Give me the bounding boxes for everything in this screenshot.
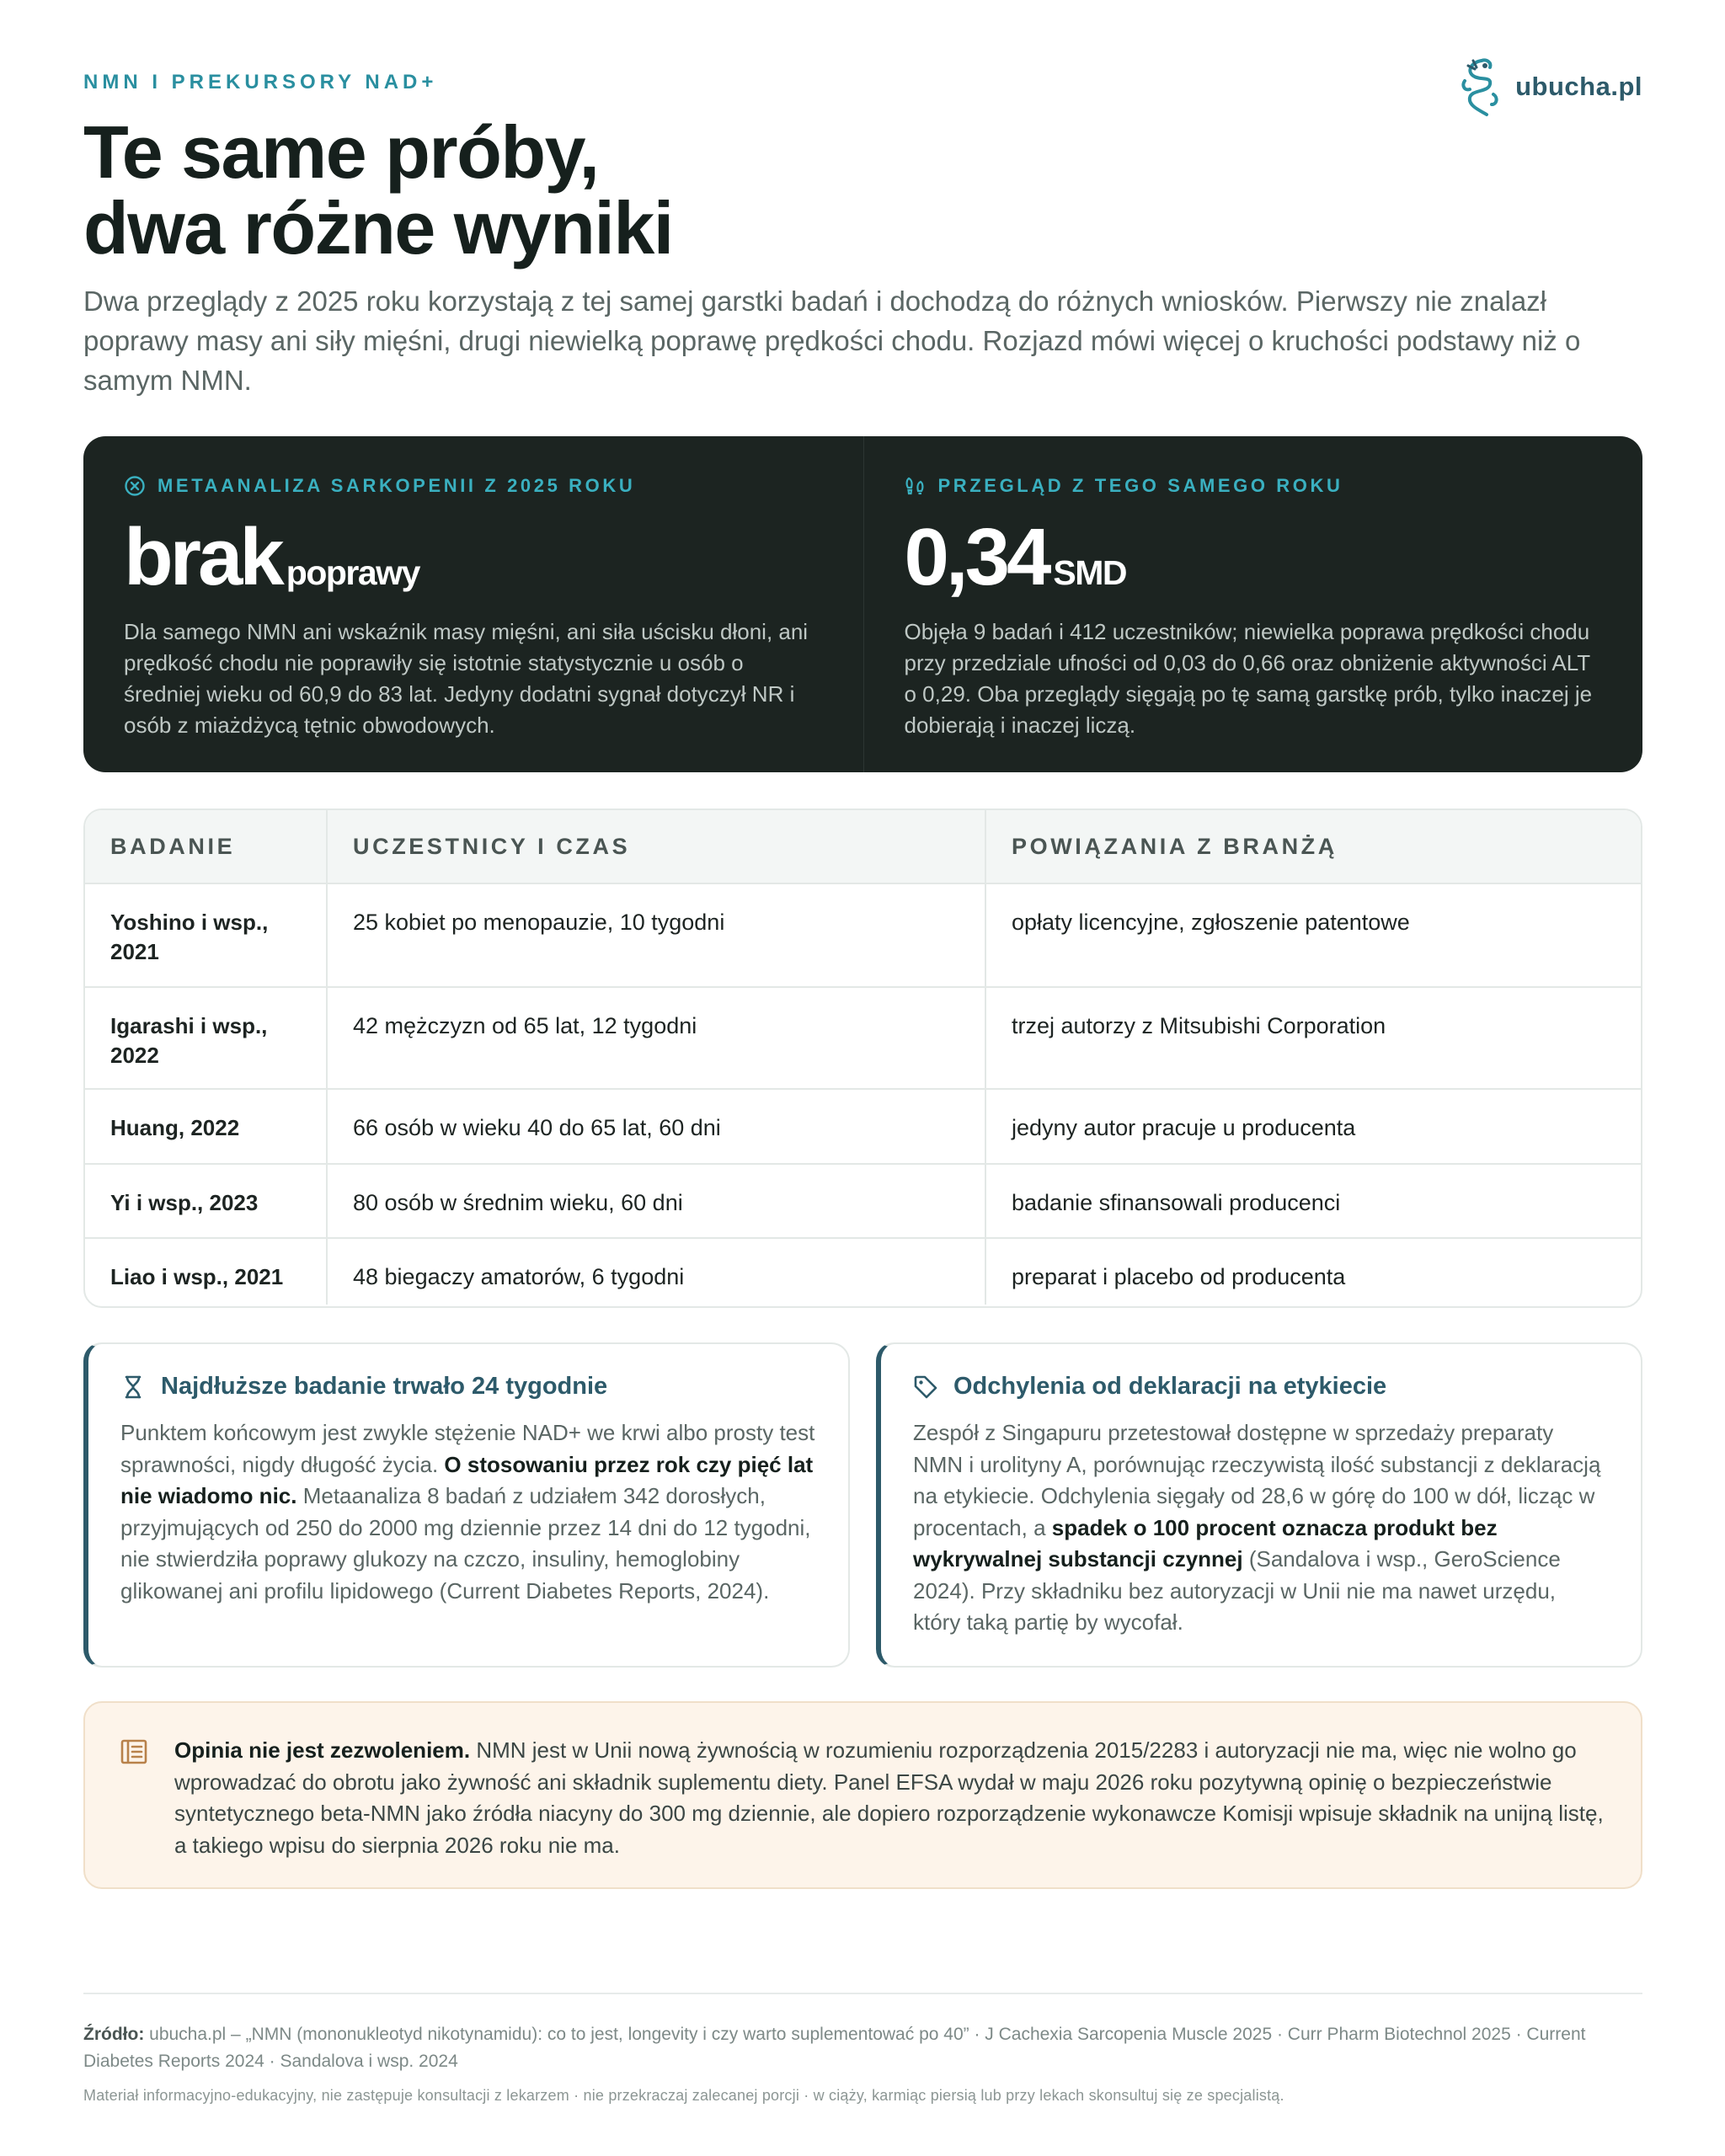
- table-cell-industry: preparat i placebo od producenta: [985, 1239, 1641, 1305]
- eyebrow: NMN I PREKURSORY NAD+: [83, 71, 438, 93]
- table-cell-participants: 25 kobiet po menopauzie, 10 tygodni: [326, 884, 985, 986]
- comparison-panel: [83, 436, 1642, 772]
- regulatory-note: [83, 1701, 1642, 1889]
- footprints-icon: [905, 475, 927, 497]
- card-right-heading: [913, 1373, 1609, 1401]
- panel-right-heading-text: PRZEGLĄD Z TEGO SAMEGO ROKU: [937, 475, 1343, 496]
- disclaimer: Materiał informacyjno‑edukacyjny, nie zastępuje konsultacji z lekarzem · nie przekraczaj zalecanej porcji · w ciąży, karmiąc piersią lub przy lekach skonsultuj się ze specjalistą.: [83, 2087, 1284, 2104]
- hourglass-icon: [120, 1374, 146, 1400]
- table-cell-industry: trzej autorzy z Mitsubishi Corporation: [985, 988, 1641, 1088]
- panel-right-big: 0,34: [904, 512, 1049, 602]
- source-label: Źródło:: [83, 2025, 145, 2044]
- footer-divider: [83, 1993, 1642, 1994]
- card-right-text-bold: spadek o 100 procent oznacza produkt bez wykrywalnej substancji czynnej: [913, 1514, 1498, 1572]
- logo[interactable]: [1456, 56, 1642, 118]
- card-left-text-c: Metaanaliza 8 badań z udziałem 342 dorosłych, przyjmujących od 250 do 2000 mg dziennie przez 14 dni do 12 tygodni, nie stwierdziła poprawy glukozy na czczo, insuliny, hemoglobiny glikowanej ani profilu lipidowego (Current Diabetes Reports, 2024).: [120, 1483, 811, 1604]
- table-cell-industry: opłaty licencyjne, zgłoszenie patentowe: [985, 884, 1641, 986]
- panel-left-heading-text: METAANALIZA SARKOPENII Z 2025 ROKU: [158, 475, 636, 496]
- panel-left: [83, 436, 863, 772]
- card-left-text-bold: O stosowaniu przez rok czy pięć lat nie wiadomo nic.: [120, 1451, 814, 1508]
- source-line: [83, 2021, 1642, 2075]
- table-header-participants: UCZESTNICY I CZAS: [326, 810, 985, 883]
- table-row: [85, 1163, 1641, 1237]
- table-header-study: BADANIE: [110, 833, 236, 859]
- card-right-title: Odchylenia od deklaracji na etykiecie: [953, 1373, 1387, 1400]
- dragon-logo-icon: [1456, 56, 1505, 118]
- title-line-1: Te same próby,: [83, 110, 599, 194]
- page: [83, 0, 1642, 2156]
- circle-x-icon: [124, 475, 146, 497]
- source-text: ubucha.pl – „NMN (mononukleotyd nikotynamidu): co to jest, longevity i czy warto suplementować po 40” · J Cachexia Sarcopenia Muscle 2025 · Curr Pharm Biotechnol 2025 · Current Diabetes Reports 2024 · Sandalova i wsp. 2024: [83, 2025, 1586, 2071]
- panel-right-heading: [905, 475, 1603, 497]
- table-row: [85, 1088, 1641, 1163]
- table-cell-study: Yi i wsp., 2023: [110, 1190, 259, 1215]
- table-cell-study: Igarashi i wsp., 2022: [110, 1013, 268, 1068]
- card-longest-study: [83, 1342, 850, 1668]
- table-row: [85, 883, 1641, 986]
- panel-right-text: Objęła 9 badań i 412 uczestników; niewielka poprawa prędkości chodu przy przedziale ufności od 0,03 do 0,66 oraz obniżenie aktywności ALT o 0,29. Oba przeglądy sięgają po tę samą garstkę prób, tylko inaczej je dobierają i inaczej liczą.: [904, 619, 1593, 738]
- card-left-text-a: Punktem końcowym jest zwykle stężenie NAD+ we krwi albo prosty test sprawności, nigdy długość życia.: [120, 1420, 815, 1477]
- panel-right-figure: [904, 512, 1603, 602]
- table-cell-industry: jedyny autor pracuje u producenta: [985, 1090, 1641, 1163]
- panel-left-text: Dla samego NMN ani wskaźnik masy mięśni, ani siła uścisku dłoni, ani prędkość chodu nie poprawiły się istotnie statystycznie u osób o średniej wieku od 60,9 do 83 lat. Jedyny dodatni sygnał dotyczył NR i osób z miażdżycą tętnic obwodowych.: [124, 619, 809, 738]
- table-cell-study: Liao i wsp., 2021: [110, 1264, 284, 1289]
- table-header-industry: POWIĄZANIA Z BRANŻĄ: [985, 810, 1641, 883]
- table-cell-participants: 80 osób w średnim wieku, 60 dni: [326, 1165, 985, 1237]
- table-header-row: [85, 810, 1641, 883]
- title-line-2: dwa różne wyniki: [83, 186, 673, 270]
- table-cell-industry: badanie sfinansowali producenci: [985, 1165, 1641, 1237]
- table-cell-participants: 42 mężczyzn od 65 lat, 12 tygodni: [326, 988, 985, 1088]
- table-row: [85, 1237, 1641, 1305]
- table-row: [85, 986, 1641, 1088]
- card-label-deviation: [876, 1342, 1642, 1668]
- tag-icon: [913, 1374, 938, 1400]
- card-left-title: Najdłuższe badanie trwało 24 tygodnie: [161, 1373, 608, 1400]
- panel-right-unit: SMD: [1053, 553, 1126, 592]
- card-left-text: [120, 1417, 816, 1607]
- panel-right: [863, 436, 1643, 772]
- card-left-heading: [120, 1373, 816, 1401]
- note-text: [174, 1735, 1607, 1861]
- studies-table: [83, 808, 1642, 1308]
- panel-left-heading: [124, 475, 823, 497]
- card-right-text-c: (Sandalova i wsp., GeroScience 2024). Przy składniku bez autoryzacji w Unii nie ma nawet urzędu, który taką partię by wycofał.: [913, 1546, 1561, 1635]
- panel-left-big: brak: [124, 512, 281, 602]
- panel-left-unit: poprawy: [286, 553, 419, 592]
- table-cell-study: Yoshino i wsp., 2021: [110, 910, 269, 964]
- logo-text: ubucha.pl: [1515, 72, 1642, 101]
- document-icon: [119, 1737, 149, 1767]
- note-text-bold: Opinia nie jest zezwoleniem.: [174, 1737, 471, 1763]
- table-cell-participants: 48 biegaczy amatorów, 6 tygodni: [326, 1239, 985, 1305]
- card-right-text: [913, 1417, 1609, 1639]
- note-text-body: NMN jest w Unii nową żywnością w rozumieniu rozporządzenia 2015/2283 i autoryzacji nie ma, więc nie wolno go wprowadzać do obrotu jako żywność ani składnik suplementu diety. Panel EFSA wydał w maju 2026 roku pozytywną opinię o bezpieczeństwie syntetycznego beta‑NMN jako źródła niacyny do 300 mg dziennie, ale dopiero rozporządzenie wykonawcze Komisji wpisuje składnik na unijną listę, a takiego wpisu do sierpnia 2026 roku nie ma.: [174, 1737, 1604, 1858]
- page-title: [83, 110, 673, 270]
- table-cell-study: Huang, 2022: [110, 1115, 240, 1140]
- card-right-text-a: Zespół z Singapuru przetestował dostępne w sprzedaży preparaty NMN i urolityny A, porównując rzeczywistą ilość substancji z deklaracją na etykiecie. Odchylenia sięgały od 28,6 w górę do 100 w dół, licząc w procentach, a: [913, 1420, 1601, 1540]
- panel-left-figure: [124, 512, 823, 602]
- table-cell-participants: 66 osób w wieku 40 do 65 lat, 60 dni: [326, 1090, 985, 1163]
- lead-paragraph: Dwa przeglądy z 2025 roku korzystają z tej samej garstki badań i dochodzą do różnych wniosków. Pierwszy nie znalazł poprawy masy ani siły mięśni, drugi niewielką poprawę prędkości chodu. Rozjazd mówi więcej o kruchości podstawy niż o samym NMN.: [83, 286, 1581, 396]
